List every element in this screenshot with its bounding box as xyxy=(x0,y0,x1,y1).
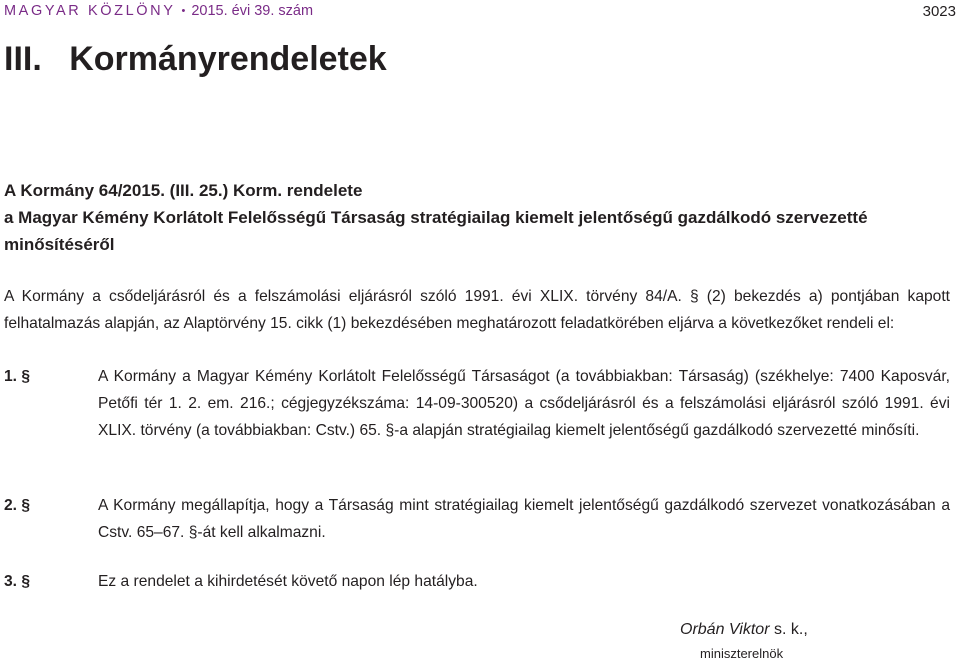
journal-name: MAGYAR KÖZLÖNY xyxy=(4,3,176,19)
signatory-name: Orbán Viktor xyxy=(680,621,770,638)
decree-title-line1: A Kormány 64/2015. (III. 25.) Korm. rendelete xyxy=(4,181,363,200)
page-number: 3023 xyxy=(922,2,956,20)
section-text: A Kormány megállapítja, hogy a Társaság mint stratégiailag kiemelt jelentőségű gazdálkodó szervezet vonatkozásában a Cstv. 65–67. §-át kell alkalmazni. xyxy=(98,497,950,541)
decree-title-line2: a Magyar Kémény Korlátolt Felelősségű Társaság stratégiailag kiemelt jelentőségű gazdálkodó szervezetté minősítéséről xyxy=(4,208,868,254)
section-2 xyxy=(4,492,950,546)
part-title: III. Kormányrendeletek xyxy=(4,40,387,78)
section-number: 3. § xyxy=(4,573,31,590)
header-bullet: • xyxy=(181,5,186,17)
page-header xyxy=(4,0,956,22)
section-number: 2. § xyxy=(4,497,31,514)
issue-label: 2015. évi 39. szám xyxy=(191,3,314,19)
signatory-title: miniszterelnök xyxy=(700,646,784,661)
section-1 xyxy=(4,363,950,444)
signature-suffix: s. k., xyxy=(769,621,808,638)
signature xyxy=(680,621,808,639)
section-text: Ez a rendelet a kihirdetését követő napon lép hatályba. xyxy=(98,573,478,590)
section-3 xyxy=(4,568,950,595)
section-text: A Kormány a Magyar Kémény Korlátolt Felelősségű Társaságot (a továbbiakban: Társaság) (székhelye: 7400 Kaposvár, Petőfi tér 1. 2. em. 216.; cégjegyzékszáma: 14-09-300520) a csődeljárásról és a felszámolási eljárásról szóló 1991. évi XLIX. törvény (a továbbiakban: Cstv.) 65. §-a alapján stratégiailag kiemelt jelentőségű gazdálkodó szervezetté minősíti. xyxy=(98,368,950,439)
preamble: A Kormány a csődeljárásról és a felszámolási eljárásról szóló 1991. évi XLIX. törvény 84/A. § (2) bekezdés a) pontjában kapott felhatalmazás alapján, az Alaptörvény 15. cikk (1) bekezdésében meghatározott feladatkörében eljárva a következőket rendeli el: xyxy=(4,288,950,332)
section-number: 1. § xyxy=(4,368,31,385)
header-left xyxy=(4,3,313,19)
decree-title xyxy=(4,177,952,258)
